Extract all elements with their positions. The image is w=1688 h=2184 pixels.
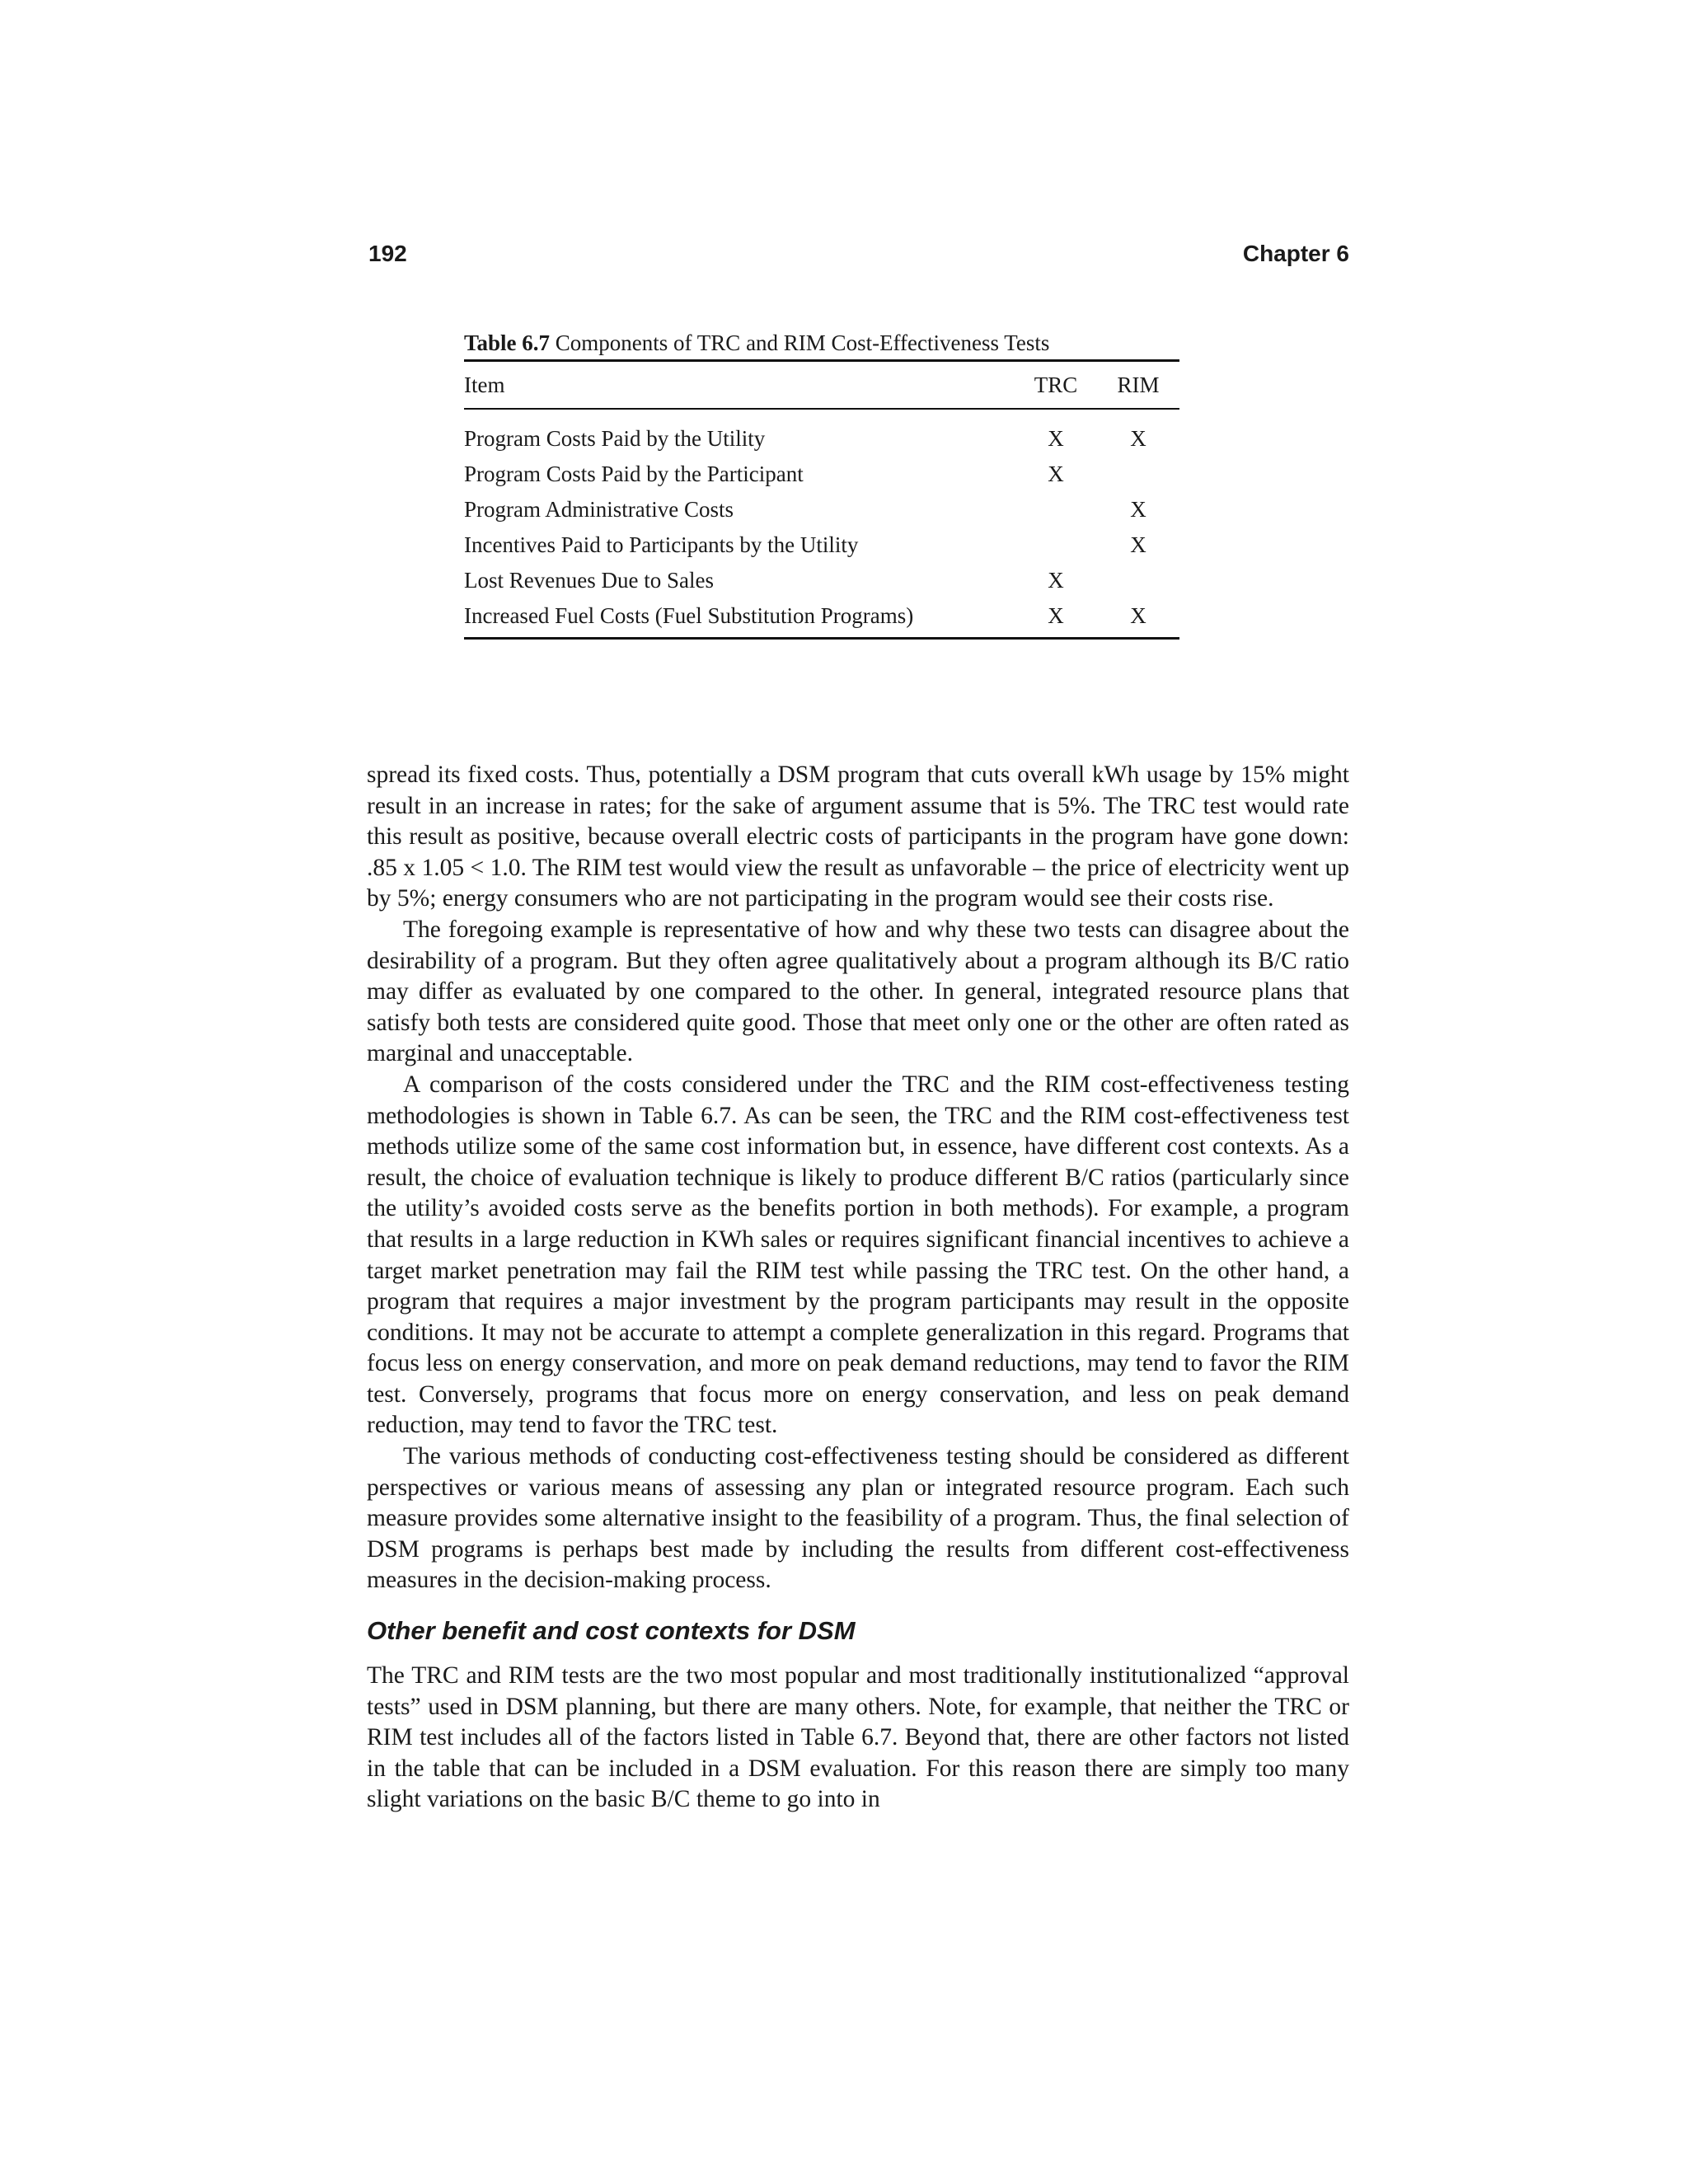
row-trc <box>1015 492 1097 527</box>
paragraph-continuation: spread its fixed costs. Thus, potentially a DSM program that cuts overall kWh usage by 15% might result in an increase in rates; for the sake of argument assume that is 5%. The TRC test would rate this result as positive, because overall electric costs of participants in the program have gone down: .85 x 1.05 < 1.0. The RIM test would view the result as unfavorable – the price of electricity went up by 5%; energy consumers who are not participating in the program would see their costs rise. <box>367 762 1349 912</box>
row-rim: X <box>1130 497 1146 522</box>
table-row <box>464 527 1179 563</box>
row-item: Incentives Paid to Participants by the Utility <box>464 532 859 557</box>
row-trc: X <box>1048 603 1064 628</box>
row-trc: X <box>1048 568 1064 593</box>
table-row <box>464 409 1179 457</box>
running-head: Chapter 6 <box>1242 241 1349 266</box>
table-row <box>464 457 1179 492</box>
row-item: Program Costs Paid by the Participant <box>464 462 804 486</box>
row-item: Program Administrative Costs <box>464 497 734 522</box>
table-caption <box>464 326 1179 359</box>
table-row <box>464 563 1179 598</box>
table-caption-text: Components of TRC and RIM Cost-Effectiveness Tests <box>555 330 1050 355</box>
column-header-item: Item <box>464 373 505 397</box>
paragraph: The foregoing example is representative of how and why these two tests can disagree about the desirability of a program. But they often agree qualitatively about a program although its B/C ratio may differ as evaluated by one compared to the other. In general, integrated resource plans that satisfy both tests are considered quite good. Those that meet only one or the other are often rated as marginal and unacceptable. <box>367 916 1349 1067</box>
row-rim: X <box>1130 603 1146 628</box>
column-header-rim: RIM <box>1117 373 1160 397</box>
row-rim: X <box>1130 532 1146 557</box>
table-row <box>464 598 1179 639</box>
body-text <box>367 760 1349 1816</box>
table-row <box>464 492 1179 527</box>
table-header-row <box>464 362 1179 409</box>
table-6-7 <box>464 326 1179 640</box>
paragraph: A comparison of the costs considered under the TRC and the RIM cost-effectiveness testing methodologies is shown in Table 6.7. As can be seen, the TRC and the RIM cost-effectiveness test methods utilize some of the same cost information but, in essence, have different cost contexts. As a result, the choice of evaluation technique is likely to produce different B/C ratios (particularly since the utility’s avoided costs serve as the benefits portion in both methods). For example, a program that results in a large reduction in KWh sales or requires significant financial incentives to achieve a target market penetration may fail the RIM test while passing the TRC test. On the other hand, a program that requires a major investment by the program participants may result in the opposite conditions. It may not be accurate to attempt a complete generalization in this regard. Programs that focus less on energy conservation, and more on peak demand reductions, may tend to favor the RIM test. Conversely, programs that focus more on energy conservation, and less on peak demand reduction, may tend to favor the TRC test. <box>367 1071 1349 1439</box>
table-caption-label: Table 6.7 <box>464 330 551 355</box>
column-header-trc: TRC <box>1034 373 1078 397</box>
row-item: Lost Revenues Due to Sales <box>464 568 714 593</box>
row-trc: X <box>1048 462 1064 486</box>
section-heading: Other benefit and cost contexts for DSM <box>367 1616 856 1646</box>
page-number: 192 <box>368 241 407 266</box>
row-trc <box>1015 527 1097 563</box>
row-item: Increased Fuel Costs (Fuel Substitution Programs) <box>464 603 914 628</box>
section-paragraph: The TRC and RIM tests are the two most popular and most traditionally institutionalized “approval tests” used in DSM planning, but there are many others. Note, for example, that neither the TRC or RIM test includes all of the factors listed in Table 6.7. Beyond that, there are other factors not listed in the table that can be included in a DSM evaluation. For this reason there are simply too many slight variations on the basic B/C theme to go into in <box>367 1662 1349 1813</box>
page-header <box>368 241 1349 274</box>
components-table <box>464 362 1179 640</box>
row-rim: X <box>1130 426 1146 451</box>
row-rim <box>1097 457 1179 492</box>
row-trc: X <box>1048 426 1064 451</box>
row-rim <box>1097 563 1179 598</box>
paragraph: The various methods of conducting cost-effectiveness testing should be considered as different perspectives or various means of assessing any plan or integrated resource program. Each such measure provides some alternative insight to the feasibility of a program. Thus, the final selection of DSM programs is perhaps best made by including the results from different cost-effectiveness measures in the decision-making process. <box>367 1443 1349 1594</box>
row-item: Program Costs Paid by the Utility <box>464 426 766 451</box>
